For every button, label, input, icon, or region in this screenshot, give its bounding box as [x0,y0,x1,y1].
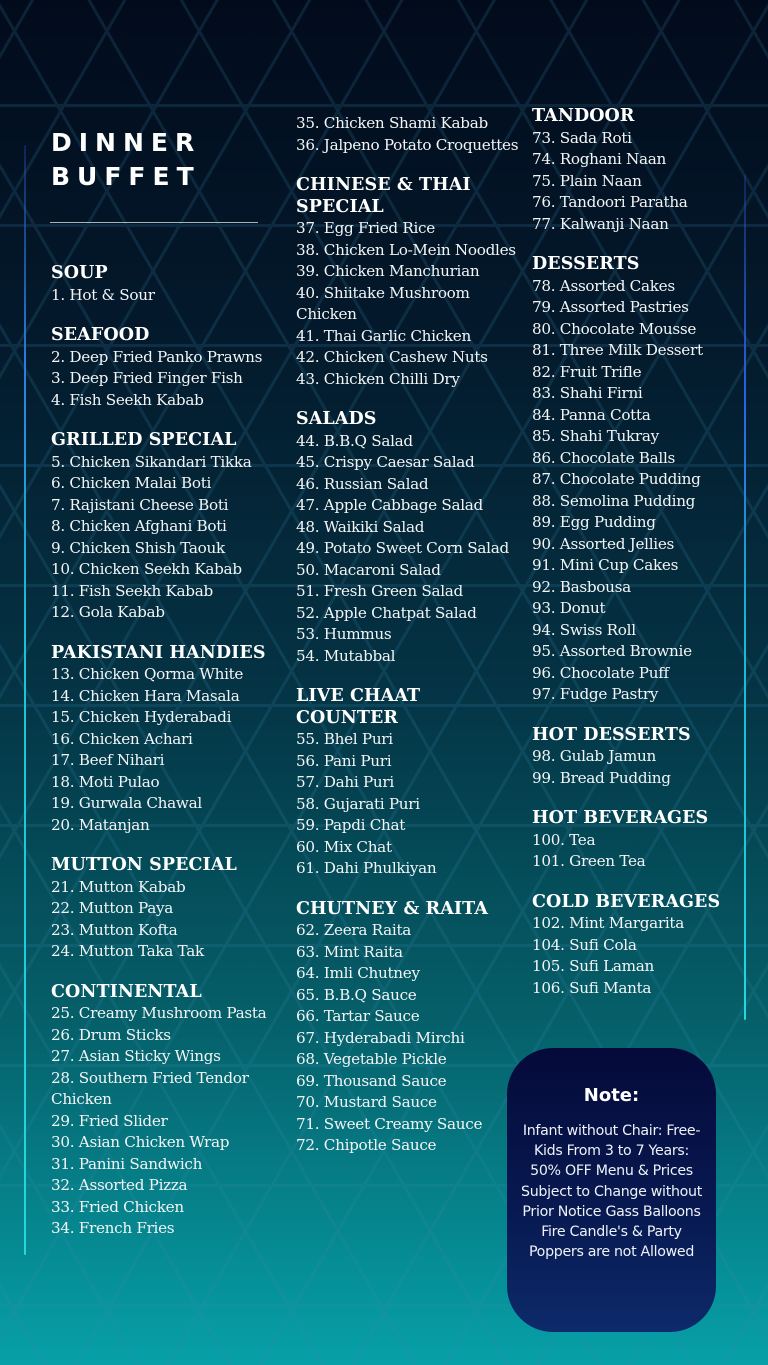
menu-item: 31. Panini Sandwich [51,1154,203,1173]
section-title: CHUTNEY & RAITA [296,898,489,919]
menu-column-2 [296,113,526,1176]
menu-item: 37. Egg Fried Rice [296,219,435,237]
menu-item: 8. Chicken Afghani Boti [51,517,227,535]
menu-item: 94. Swiss Roll [532,620,636,639]
menu-item: 42. Chicken Cashew Nuts [296,348,488,366]
menu-item: 28. Southern Fried Tendor Chicken [51,1068,249,1108]
title-divider [50,222,258,223]
menu-section [296,686,526,880]
menu-column-3 [532,106,742,1018]
right-accent-line [744,175,746,1020]
menu-item: 64. Imli Chutney [296,964,420,982]
menu-section [532,808,742,873]
menu-item: 52. Apple Chatpat Salad [296,603,477,622]
menu-item: 9. Chicken Shish Taouk [51,538,225,557]
menu-item: 62. Zeera Raita [296,921,412,939]
menu-item: 99. Bread Pudding [532,768,671,787]
menu-item: 66. Tartar Sauce [296,1007,420,1025]
menu-item: 87. Chocolate Pudding [532,470,701,488]
menu-section [51,430,283,624]
section-title: SALADS [296,409,377,429]
menu-item: 5. Chicken Sikandari Tikka [51,452,252,471]
menu-item: 56. Pani Puri [296,751,392,770]
menu-item: 70. Mustard Sauce [296,1093,437,1111]
title-line-1: DINNER [51,128,202,157]
menu-item: 51. Fresh Green Salad [296,582,463,600]
menu-item: 68. Vegetable Pickle [296,1050,447,1068]
menu-item: 58. Gujarati Puri [296,794,420,813]
menu-item: 83. Shahi Firni [532,384,643,402]
menu-item: 79. Assorted Pastries [532,298,689,316]
menu-item: 6. Chicken Malai Boti [51,474,212,492]
menu-item: 60. Mix Chat [296,837,392,856]
menu-item: 13. Chicken Qorma White [51,665,244,683]
note-title: Note: [583,1085,640,1106]
menu-item: 106. Sufi Manta [532,978,652,997]
menu-item: 100. Tea [532,830,596,849]
menu-item: 57. Dahi Puri [296,773,394,791]
section-title: MUTTON SPECIAL [51,855,237,875]
menu-item: 54. Mutabbal [296,646,396,665]
menu-item: 44. B.B.Q Salad [296,431,413,450]
section-title: PAKISTANI HANDIES [51,642,266,663]
section-title: GRILLED SPECIAL [51,430,237,450]
menu-item: 10. Chicken Seekh Kabab [51,560,242,578]
menu-item: 93. Donut [532,599,606,617]
menu-section [296,899,526,1157]
menu-item: 18. Moti Pulao [51,772,160,791]
menu-item: 3. Deep Fried Finger Fish [51,369,243,387]
menu-item: 25. Creamy Mushroom Pasta [51,1004,267,1022]
menu-item: 59. Papdi Chat [296,816,406,834]
menu-item: 30. Asian Chicken Wrap [51,1133,230,1151]
menu-item: 95. Assorted Brownie [532,642,692,660]
menu-item: 17. Beef Nihari [51,751,165,769]
menu-section [51,982,283,1240]
menu-item: 23. Mutton Kofta [51,920,178,939]
menu-item: 102. Mint Margarita [532,914,684,932]
menu-item: 101. Green Tea [532,852,646,870]
menu-item: 35. Chicken Shami Kabab [296,114,488,132]
menu-item: 67. Hyderabadi Mirchi [296,1028,465,1047]
menu-item: 92. Basbousa [532,577,631,596]
section-title: CHINESE & THAI SPECIAL [296,175,471,217]
section-title: SEAFOOD [51,325,150,345]
menu-item: 2. Deep Fried Panko Prawns [51,347,263,366]
section-title: COLD BEVERAGES [532,891,721,912]
note-box [507,1048,716,1332]
section-title: DESSERTS [532,254,640,274]
menu-item: 91. Mini Cup Cakes [532,556,679,574]
menu-section [532,892,742,1000]
left-accent-line [24,145,26,1255]
menu-item: 55. Bhel Puri [296,730,393,748]
menu-item: 16. Chicken Achari [51,729,193,748]
menu-item: 49. Potato Sweet Corn Salad [296,539,509,557]
menu-item: 65. B.B.Q Sauce [296,985,417,1004]
menu-item: 50. Macaroni Salad [296,560,441,579]
menu-item: 82. Fruit Trifle [532,362,642,381]
menu-item: 47. Apple Cabbage Salad [296,496,483,514]
menu-item: 24. Mutton Taka Tak [51,942,204,960]
menu-item: 53. Hummus [296,625,392,643]
section-title: LIVE CHAAT COUNTER [296,686,421,728]
menu-item: 81. Three Milk Dessert [532,341,703,359]
section-title: HOT DESSERTS [532,724,691,745]
menu-item: 97. Fudge Pastry [532,685,659,703]
menu-section [51,325,283,411]
menu-item: 72. Chipotle Sauce [296,1136,437,1154]
menu-item: 14. Chicken Hara Masala [51,686,240,705]
menu-item: 86. Chocolate Balls [532,448,676,467]
menu-item: 71. Sweet Creamy Sauce [296,1114,483,1133]
menu-item: 22. Mutton Paya [51,899,173,917]
menu-item: 105. Sufi Laman [532,957,655,975]
menu-item: 63. Mint Raita [296,942,403,961]
menu-item: 69. Thousand Sauce [296,1071,447,1090]
menu-item: 32. Assorted Pizza [51,1176,188,1194]
menu-item: 38. Chicken Lo-Mein Noodles [296,240,516,259]
menu-item: 20. Matanjan [51,815,150,834]
menu-item: 89. Egg Pudding [532,513,656,531]
menu-item: 73. Sada Roti [532,128,632,147]
title-line-2: BUFFET [51,162,201,191]
menu-item: 96. Chocolate Puff [532,663,669,682]
menu-item: 15. Chicken Hyderabadi [51,708,232,726]
menu-item: 45. Crispy Caesar Salad [296,453,475,471]
section-title: HOT BEVERAGES [532,808,709,828]
menu-item: 4. Fish Seekh Kabab [51,390,204,409]
menu-section [51,643,283,837]
menu-section [296,409,526,667]
menu-section [51,855,283,963]
menu-item: 48. Waikiki Salad [296,517,425,536]
section-title: SOUP [51,263,108,283]
menu-item: 104. Sufi Cola [532,935,637,954]
menu-item: 27. Asian Sticky Wings [51,1047,221,1065]
section-title: CONTINENTAL [51,981,202,1002]
menu-section [296,113,526,156]
menu-item: 36. Jalpeno Potato Croquettes [296,135,519,154]
menu-item: 46. Russian Salad [296,474,429,493]
menu-item: 11. Fish Seekh Kabab [51,581,213,600]
menu-item: 21. Mutton Kabab [51,877,186,896]
menu-section [532,725,742,790]
menu-item: 33. Fried Chicken [51,1197,184,1216]
menu-column-1 [51,263,283,1259]
menu-item: 41. Thai Garlic Chicken [296,326,471,345]
menu-item: 29. Fried Slider [51,1111,168,1130]
menu-item: 39. Chicken Manchurian [296,262,480,280]
menu-item: 75. Plain Naan [532,171,642,190]
menu-item: 43. Chicken Chilli Dry [296,369,460,388]
menu-section [51,263,283,306]
menu-section [296,175,526,390]
menu-item: 85. Shahi Tukray [532,427,659,445]
section-title: TANDOOR [532,106,635,126]
menu-item: 7. Rajistani Cheese Boti [51,495,229,514]
menu-item: 98. Gulab Jamun [532,747,656,765]
menu-item: 1. Hot & Sour [51,285,155,304]
menu-section [532,254,742,706]
menu-item: 80. Chocolate Mousse [532,319,697,338]
menu-item: 77. Kalwanji Naan [532,214,669,233]
menu-item: 34. French Fries [51,1219,175,1237]
menu-item: 12. Gola Kabab [51,603,165,621]
page-title [51,126,201,194]
note-body: Infant without Chair: Free-Kids From 3 to 7 Years: 50% OFF Menu & Prices Subject to Change without Prior Notice Gass Balloons Fire Candle's & Party Poppers are not Allowed [521,1123,702,1261]
menu-item: 74. Roghani Naan [532,150,666,168]
menu-item: 78. Assorted Cakes [532,276,675,295]
menu-item: 40. Shiitake Mushroom Chicken [296,283,470,323]
menu-item: 84. Panna Cotta [532,405,651,424]
menu-item: 26. Drum Sticks [51,1025,171,1044]
menu-item: 76. Tandoori Paratha [532,193,688,211]
menu-section [532,106,742,235]
menu-item: 19. Gurwala Chawal [51,794,202,812]
menu-item: 90. Assorted Jellies [532,534,675,553]
menu-item: 88. Semolina Pudding [532,491,696,510]
menu-item: 61. Dahi Phulkiyan [296,859,437,877]
